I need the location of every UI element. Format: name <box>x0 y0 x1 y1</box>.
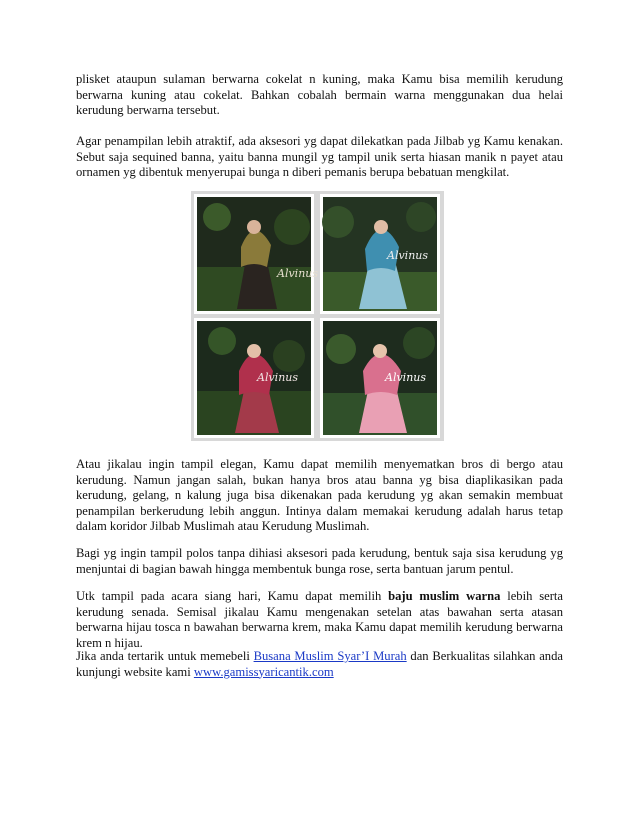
model-photo-maroon <box>197 321 311 435</box>
watermark-text: Alvinus <box>387 249 429 262</box>
paragraph-5-text <box>76 589 563 651</box>
paragraph-6-text <box>76 649 563 680</box>
paragraph-1-text: plisket ataupun sulaman berwarna cokelat n kuning, maka Kamu bisa memilih kerudung berwarna kuning atau cokelat. Bahkan cobalah bermain warna menggunakan dua helai kerudung berwarna tersebut. <box>76 72 563 118</box>
paragraph-6 <box>76 649 563 680</box>
paragraph-3 <box>76 457 563 535</box>
bold-keyword: baju muslim warna <box>388 589 501 603</box>
paragraph-5-rest: lebih serta kerudung senada. Semisal jikalau Kamu mengenakan setelan atas bawahan serta atasan berwarna hijau tosca n bawahan berwarna krem, maka Kamu dapat memilih kerudung berwarna krem n hijau. <box>76 589 563 650</box>
photo-tile-brown <box>194 194 319 314</box>
model-photo-blue <box>323 197 437 311</box>
paragraph-4 <box>76 546 563 577</box>
website-link[interactable]: www.gamissyaricantik.com <box>193 664 334 679</box>
product-photo-collage <box>191 191 444 441</box>
paragraph-6-lead: Jika anda tertarik untuk memebeli <box>76 649 254 663</box>
busana-muslim-link[interactable]: Busana Muslim Syar’I Murah <box>253 649 407 663</box>
paragraph-5-lead: Utk tampil pada acara siang hari, Kamu dapat memilih <box>76 589 389 603</box>
watermark-text: Alvinus <box>277 267 319 280</box>
paragraph-1 <box>76 72 563 119</box>
paragraph-6-middle: dan Berkualitas silahkan anda kunjungi website kami <box>76 649 563 679</box>
photo-tile-maroon <box>194 318 314 438</box>
model-photo-pink <box>323 321 437 435</box>
paragraph-5 <box>76 589 563 651</box>
paragraph-2-text: Agar penampilan lebih atraktif, ada aksesori yg dapat dilekatkan pada Jilbab yg Kamu kenakan. Sebut saja sequined banna, yaitu banna mungil yg tampil unik serta hiasan manik n payet atau ornamen yg dibentuk menyerupai bunga n diberi pemanis berupa bebatuan mengkilat. <box>76 134 563 180</box>
model-photo-brown <box>197 197 319 311</box>
watermark-text: Alvinus <box>385 371 427 384</box>
watermark-text: Alvinus <box>257 371 299 384</box>
paragraph-4-text: Bagi yg ingin tampil polos tanpa dihiasi aksesori pada kerudung, bentuk saja sisa kerudung yg menjuntai di bagian bawah hingga membentuk bunga rose, serta bantuan jarum pentul. <box>76 546 563 576</box>
paragraph-3-text: Atau jikalau ingin tampil elegan, Kamu dapat memilih menyematkan bros di bergo atau kerudung. Namun jangan salah, bukan hanya bros atau banna yg bisa diaplikasikan pada kerudung, gelang, n kalung juga bisa dikenakan pada kerudung yg akan semakin membuat penampilan berkerudung lebih anggun. Intinya dalam memakai kerudung adalah harus tetap dalam koridor Jilbab Muslimah atau Kerudung Muslimah. <box>76 457 563 534</box>
paragraph-2 <box>76 134 563 181</box>
photo-tile-pink <box>320 318 440 438</box>
photo-tile-blue <box>320 194 440 314</box>
